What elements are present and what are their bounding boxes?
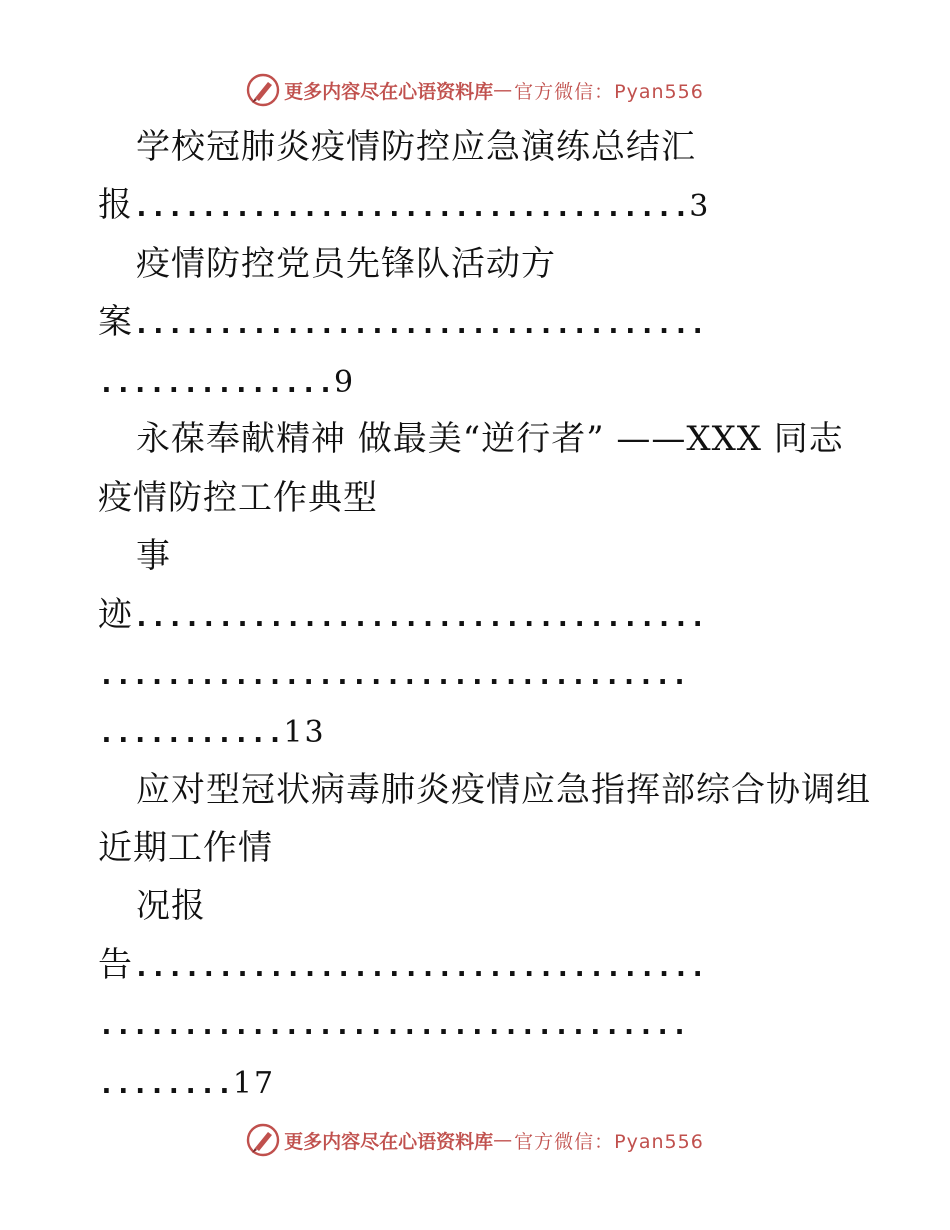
toc-entry-2-title: 疫情防控党员先锋队活动方 xyxy=(136,244,556,284)
toc-entry-3-title-line3: 事 xyxy=(136,536,171,576)
toc-entry-4-leader-3: ........ xyxy=(98,1067,233,1100)
toc-entry-4-title: 应对型冠状病毒肺炎疫情应急指挥部综合协调组 xyxy=(136,770,871,810)
header-separator: — xyxy=(493,79,513,101)
toc-entry-3-leader-line-2 xyxy=(98,653,688,693)
toc-entry-2-leader-1: .................................. xyxy=(133,307,707,340)
toc-entry-1-leader-line xyxy=(98,185,710,225)
header-brand-text: 更多内容尽在心语资料库 xyxy=(284,80,494,103)
footer-separator: — xyxy=(493,1129,513,1151)
pen-logo-icon xyxy=(246,73,280,107)
toc-entry-3-title: 永葆奉献精神 做最美“逆行者” ——XXX 同志 xyxy=(136,419,844,459)
toc-entry-3-title-end: 迹 xyxy=(98,595,133,635)
toc-entry-4-title-line2: 近期工作情 xyxy=(98,828,273,868)
footer-brand-text: 更多内容尽在心语资料库 xyxy=(284,1130,494,1153)
toc-entry-1-leader: ................................. xyxy=(133,190,690,223)
toc-entry-4-leader-line-1 xyxy=(98,945,706,985)
toc-entry-4-page: 17 xyxy=(232,1066,276,1101)
toc-entry-2-page: 9 xyxy=(334,365,356,400)
footer-banner xyxy=(0,1120,950,1160)
header-banner xyxy=(0,70,950,110)
toc-entry-3-leader-2: ................................... xyxy=(98,658,689,691)
toc-entry-2-leader-line-1 xyxy=(98,302,706,342)
header-wechat-text: 官方微信：Pyan556 xyxy=(514,80,704,103)
toc-entry-3-leader-line-3 xyxy=(98,711,326,751)
footer-wechat-text: 官方微信：Pyan556 xyxy=(514,1130,704,1153)
toc-entry-2-leader-2: .............. xyxy=(98,366,335,399)
toc-entry-3-page: 13 xyxy=(283,715,326,750)
toc-entry-3-title-line2: 疫情防控工作典型 xyxy=(98,478,378,518)
toc-entry-1-title: 学校冠肺炎疫情防控应急演练总结汇 xyxy=(136,127,696,167)
toc-entry-2-leader-line-2 xyxy=(98,361,355,401)
pen-logo-icon xyxy=(246,1123,280,1157)
toc-entry-4-leader-2: ................................... xyxy=(98,1008,689,1041)
toc-entry-1-page: 3 xyxy=(689,189,711,224)
toc-entry-4-leader-line-2 xyxy=(98,1003,688,1043)
toc-entry-4-leader-1: .................................. xyxy=(133,950,707,983)
toc-entry-4-title-end: 告 xyxy=(98,945,133,985)
toc-entry-2-title-end: 案 xyxy=(98,302,133,342)
toc-entry-1-title-end: 报 xyxy=(98,185,133,225)
toc-entry-3-leader-3: ........... xyxy=(98,716,284,749)
toc-entry-3-leader-line-1 xyxy=(98,595,706,635)
toc-entry-3-leader-1: .................................. xyxy=(133,600,707,633)
toc-entry-4-title-line3: 况报 xyxy=(136,886,206,926)
toc-entry-4-leader-line-3 xyxy=(98,1062,275,1102)
